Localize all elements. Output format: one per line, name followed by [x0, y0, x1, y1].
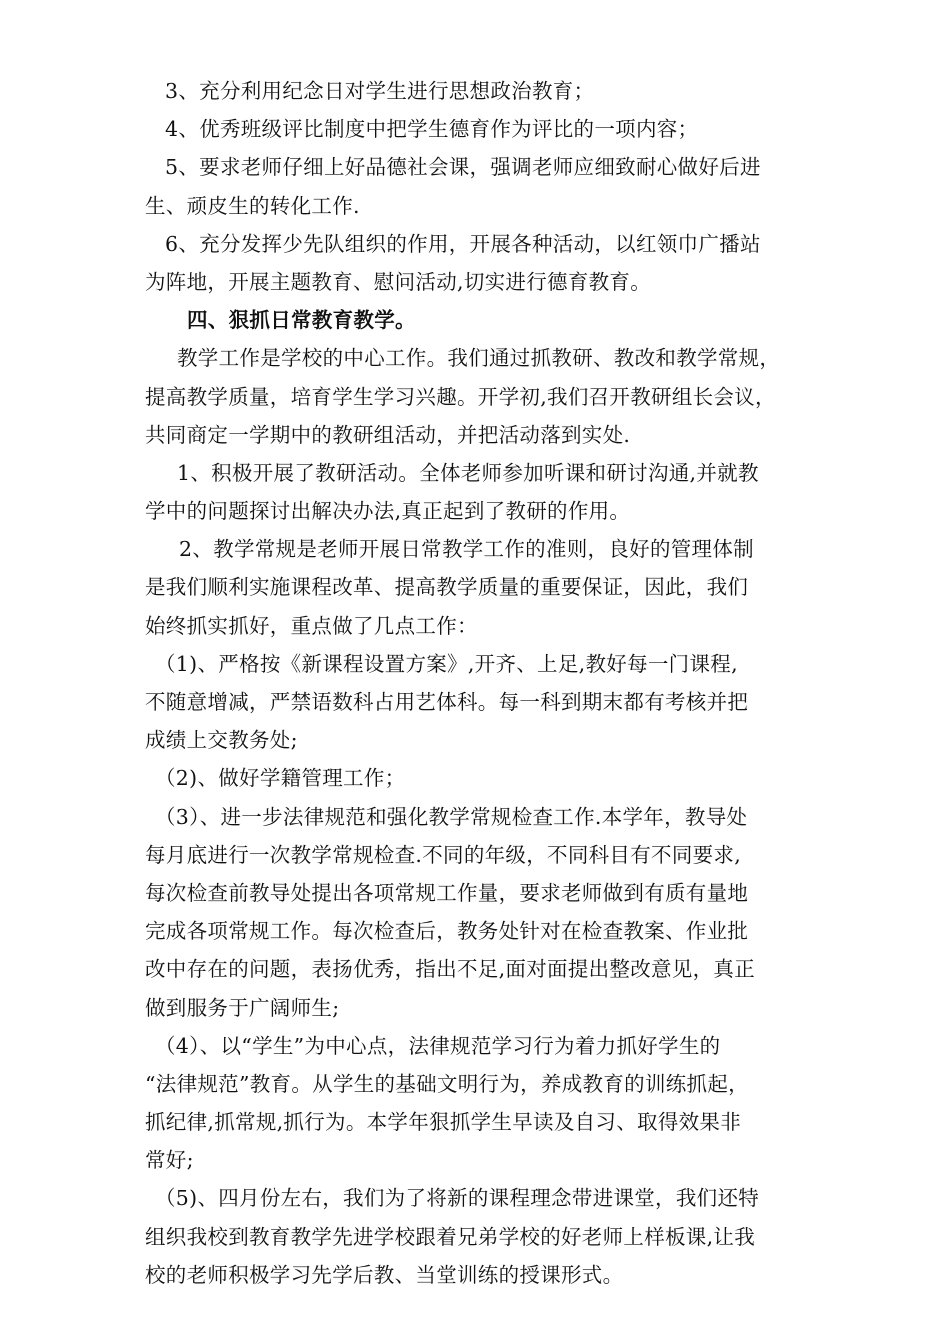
text-line: 共同商定一学期中的教研组活动，并把活动落到实处.: [145, 422, 631, 447]
text-line: 教学工作是学校的中心工作。我们通过抓教研、教改和教学常规，: [177, 346, 781, 371]
text-line: 每月底进行一次教学常规检查.不同的年级，不同科目有不同要求,: [145, 842, 742, 867]
text-line: 完成各项常规工作。每次检查后，教务处针对在检查教案、作业批: [145, 919, 749, 944]
text-line: 6、充分发挥少先队组织的作用，开展各种活动，以红领巾广播站: [165, 231, 761, 256]
text-line: “法律规范”教育。从学生的基础文明行为，养成教育的训练抓起，: [145, 1071, 749, 1096]
text-line: 生、顽皮生的转化工作.: [145, 193, 360, 218]
text-line: 组织我校到教育教学先进学校跟着兄弟学校的好老师上样板课,让我: [145, 1224, 756, 1249]
text-line: 校的老师积极学习先学后教、当堂训练的授课形式。: [145, 1262, 624, 1287]
text-line: 始终抓实抓好，重点做了几点工作：: [145, 613, 478, 638]
text-line: 常好;: [145, 1148, 194, 1173]
text-line: （2)、做好学籍管理工作；: [155, 766, 406, 791]
text-line: 1、积极开展了教研活动。全体老师参加听课和研讨沟通,并就教: [177, 460, 759, 485]
text-line: 是我们顺利实施课程改革、提高教学质量的重要保证，因此，我们: [145, 575, 749, 600]
text-line: 3、充分利用纪念日对学生进行思想政治教育；: [165, 79, 595, 103]
section-heading: 四、狠抓日常教育教学。: [187, 308, 416, 333]
text-line: （1)、严格按《新课程设置方案》,开齐、上足,教好每一门课程,: [155, 651, 738, 676]
text-line: （5)、四月份左右，我们为了将新的课程理念带进课堂，我们还特: [155, 1186, 760, 1211]
text-line: 为阵地，开展主题教育、慰问活动,切实进行德育教育。: [145, 269, 652, 294]
text-line: 2、教学常规是老师开展日常教学工作的准则，良好的管理体制: [179, 537, 754, 562]
document-body: [145, 72, 820, 1294]
text-line: 5、要求老师仔细上好品德社会课，强调老师应细致耐心做好后进: [165, 155, 761, 180]
text-line: 每次检查前教导处提出各项常规工作量，要求老师做到有质有量地: [145, 880, 749, 905]
text-line: （3）、进一步法律规范和强化教学常规检查工作.本学年，教导处: [155, 804, 748, 829]
text-line: 抓纪律,抓常规,抓行为。本学年狠抓学生早读及自习、取得效果非: [145, 1110, 742, 1135]
text-line: 不随意增减，严禁语数科占用艺体科。每一科到期末都有考核并把: [145, 690, 749, 714]
text-line: 4、优秀班级评比制度中把学生德育作为评比的一项内容；: [165, 117, 699, 142]
text-line: （4）、以“学生”为中心点，法律规范学习行为着力抓好学生的: [155, 1033, 721, 1058]
text-line: 做到服务于广阔师生;: [145, 995, 340, 1020]
text-line: 提高教学质量，培育学生学习兴趣。开学初,我们召开教研组长会议，: [145, 384, 776, 409]
text-line: 成绩上交教务处;: [145, 728, 298, 753]
text-line: 学中的问题探讨出解决办法,真正起到了教研的作用。: [145, 499, 631, 524]
text-line: 改中存在的问题，表扬优秀，指出不足,面对面提出整改意见，真正: [145, 957, 756, 982]
